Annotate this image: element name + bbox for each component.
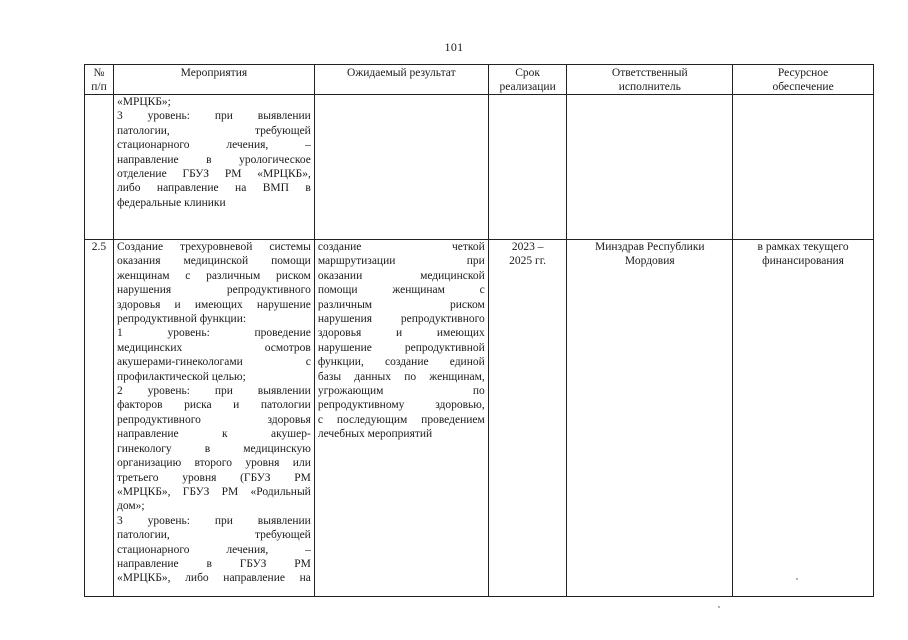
text-line: создание четкой [317,241,485,253]
text-line: лечебных мероприятий [317,428,433,441]
cell-executor [567,95,733,240]
cell-num: 2.5 [85,240,114,597]
scan-speck [718,606,720,608]
table-row [85,240,874,597]
text-line: факторов риска и патологии [116,399,311,412]
table-header [85,65,874,95]
text-line: отделение ГБУЗ РМ «МРЦКБ», [116,168,311,181]
text-line: федеральные клиники [116,196,226,209]
text-line: Создание трехуровневой системы [116,241,311,253]
header-executor-line: Ответственный [611,67,688,79]
text-line: маршрутизации при [317,255,485,268]
text-line: гинекологу в медицинскую [116,442,311,455]
table-row [85,95,874,240]
text-line: направление в урологическое [116,153,311,166]
text-line: оказании медицинской [317,269,485,282]
text-line: стационарного лечения, – [116,543,311,556]
cell-expected-result [314,240,488,597]
cell-measures [113,240,314,597]
header-measures [113,65,314,95]
text-line: патологии, требующей [116,529,311,542]
header-num-line: № [93,67,105,79]
header-resources [733,65,874,95]
text-line: дом»; [116,500,145,513]
text-line: Мордовия [624,255,675,268]
text-line: Минздрав Республики [595,241,705,253]
text-line: организацию второго уровня или [116,457,311,470]
text-line: либо направление на ВМП в [116,182,311,195]
header-measures-label: Мероприятия [180,67,248,79]
header-num [85,65,114,95]
header-term [488,65,567,95]
cell-measures [113,95,314,240]
text-line: 2025 гг. [509,255,547,268]
cell-executor [567,240,733,597]
header-executor-line: исполнитель [618,81,681,93]
text-line: 2 уровень: при выявлении [116,385,311,398]
text-line: стационарного лечения, – [116,139,311,152]
table-body [85,95,874,597]
text-line: различным риском [317,298,485,311]
cell-resources [733,240,874,597]
header-executor [567,65,733,95]
header-term-line: Срок [515,67,540,79]
text-line: медицинских осмотров [116,341,311,354]
cell-term [488,240,567,597]
header-expected-result-label: Ожидаемый результат [347,67,456,79]
header-resources-line: Ресурсное [777,67,829,79]
text-line: репродуктивному здоровью, [317,399,485,412]
text-line: угрожающим по [317,385,485,398]
text-line: финансирования [762,255,844,268]
text-line: в рамках текущего [757,241,849,253]
header-resources-line: обеспечение [772,81,834,93]
text-line: 1 уровень: проведение [116,327,311,340]
text-line: профилактической целью; [116,370,246,383]
text-line: женщинам с различным риском [116,269,311,282]
text-line: помощи женщинам с [317,284,485,297]
text-line: нарушения репродуктивного [116,284,311,297]
text-line: акушерами-гинекологами с [116,356,311,369]
text-line: направление к акушер- [116,428,311,441]
text-line: с последующим проведением [317,413,485,426]
header-expected-result [314,65,488,95]
text-line: третьего уровня (ГБУЗ РМ [116,471,311,484]
header-term-line: реализации [499,81,556,93]
cell-resources [733,95,874,240]
text-line: «МРЦКБ», либо направление на [116,572,311,585]
text-line: направление в ГБУЗ РМ [116,557,311,570]
scan-speck [796,578,798,580]
text-line: базы данных по женщинам, [317,370,485,383]
text-line: «МРЦКБ», ГБУЗ РМ «Родильный [116,485,311,498]
cell-expected-result [314,95,488,240]
text-line: нарушения репродуктивного [317,313,485,326]
text-line: здоровья и имеющих нарушение [116,298,311,311]
text-line: нарушение репродуктивной [317,341,485,354]
text-line: оказания медицинской помощи [116,255,311,268]
header-num-line: п/п [91,81,107,93]
text-line: 2023 – [511,241,544,253]
page-number: 101 [444,40,464,54]
text-line: здоровья и имеющих [317,327,485,340]
text-line: репродуктивной функции: [116,313,247,326]
text-line: 3 уровень: при выявлении [116,514,311,527]
text-line: функции, создание единой [317,356,485,369]
text-line: «МРЦКБ»; [116,96,171,108]
text-line: 3 уровень: при выявлении [116,110,311,123]
program-table [84,64,874,597]
cell-term [488,95,567,240]
text-line: репродуктивного здоровья [116,413,311,426]
text-line: патологии, требующей [116,124,311,137]
cell-num [85,95,114,240]
